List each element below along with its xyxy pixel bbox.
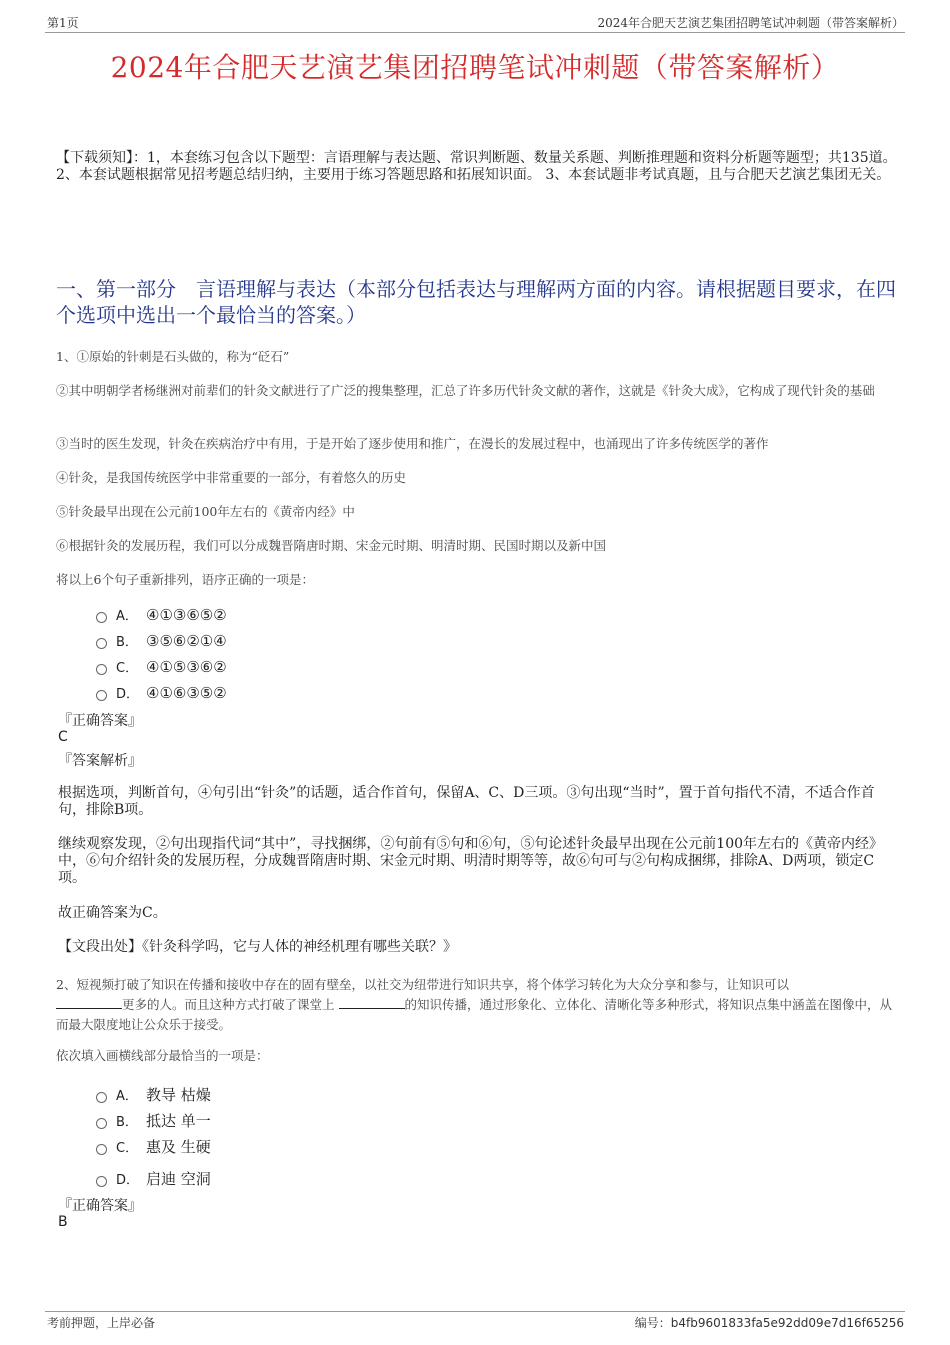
q1-source: 【文段出处】《针灸科学吗，它与人体的神经机理有哪些关联？》 bbox=[58, 939, 457, 955]
footer-slogan: 考前押题，上岸必备 bbox=[47, 1316, 156, 1330]
option-letter: D． bbox=[116, 1173, 140, 1188]
option-text: ④①⑥③⑤② bbox=[146, 683, 227, 702]
q1-sentence-5: ⑤针灸最早出现在公元前100年左右的《黄帝内经》中 bbox=[56, 504, 355, 519]
header-divider bbox=[45, 32, 905, 33]
q1-sentence-1: 1、①原始的针刺是石头做的，称为“砭石” bbox=[56, 349, 290, 364]
answer-blank-1 bbox=[56, 996, 122, 1009]
footer-divider bbox=[45, 1311, 905, 1312]
option-letter: B． bbox=[116, 1115, 138, 1130]
option-text: 教导 枯燥 bbox=[146, 1086, 211, 1104]
q1-analysis-2: 继续观察发现，②句出现指代词“其中”，寻找捆绑，②句前有⑤句和⑥句，⑤句论述针灸最早出现在公元前100年左右的《黄帝内经》中，⑥句介绍针灸的发展历程，分成魏晋隋唐时期、宋金元时期、明清时期等等，故⑥句可与②句构成捆绑，排除A、D两项，锁定C项。 bbox=[58, 836, 884, 886]
option-text: 惠及 生硬 bbox=[146, 1138, 211, 1156]
q1-answer-label: 『正确答案』 bbox=[58, 713, 142, 729]
radio-icon[interactable] bbox=[96, 638, 107, 649]
option-text: ③⑤⑥②①④ bbox=[146, 631, 227, 650]
q2-stem-part-2: 更多的人。而且这种方式打破了课堂上 bbox=[122, 997, 335, 1012]
option-letter: C． bbox=[116, 661, 139, 676]
option-letter: A． bbox=[116, 609, 138, 624]
option-letter: C． bbox=[116, 1141, 139, 1156]
document-title: 2024年合肥天艺演艺集团招聘笔试冲刺题（带答案解析） bbox=[110, 51, 840, 84]
option-text: ④①③⑥⑤② bbox=[146, 605, 227, 624]
q1-sentence-4: ④针灸，是我国传统医学中非常重要的一部分，有着悠久的历史 bbox=[56, 470, 407, 485]
option-letter: A． bbox=[116, 1089, 138, 1104]
q1-analysis-1: 根据选项，判断首句，④句引出“针灸”的话题，适合作首句，保留A、C、D三项。③句出现“当时”，置于首句指代不清，不适合作首句，排除B项。 bbox=[58, 785, 875, 818]
q1-conclusion: 故正确答案为C。 bbox=[58, 905, 167, 921]
radio-icon[interactable] bbox=[96, 1144, 107, 1155]
q2-option-a[interactable] bbox=[96, 1084, 211, 1105]
radio-icon[interactable] bbox=[96, 1118, 107, 1129]
option-letter: D． bbox=[116, 687, 140, 702]
radio-icon[interactable] bbox=[96, 690, 107, 701]
q1-sentence-2: ②其中明朝学者杨继洲对前辈们的针灸文献进行了广泛的搜集整理，汇总了许多历代针灸文献的著作，这就是《针灸大成》，它构成了现代针灸的基础 bbox=[56, 383, 875, 398]
q2-stem bbox=[56, 975, 896, 1035]
q1-option-a[interactable] bbox=[96, 605, 227, 624]
footer-code: 编号：b4fb9601833fa5e92dd09e7d16f65256 bbox=[634, 1316, 904, 1330]
radio-icon[interactable] bbox=[96, 1176, 107, 1187]
option-text: ④①⑤③⑥② bbox=[146, 657, 227, 676]
q2-stem-part-3: 的知识传播，通过形象化、立体化、清晰化等多种形式，将知识点集中涵盖在图像中，从而最大限度地让公众乐于接受。 bbox=[56, 997, 893, 1032]
option-text: 抵达 单一 bbox=[146, 1112, 211, 1130]
option-letter: B． bbox=[116, 635, 138, 650]
q1-answer: C bbox=[58, 729, 68, 745]
q1-option-d[interactable] bbox=[96, 683, 227, 702]
radio-icon[interactable] bbox=[96, 1092, 107, 1103]
q2-option-b[interactable] bbox=[96, 1110, 211, 1131]
q2-option-c[interactable] bbox=[96, 1136, 211, 1157]
q1-sentence-3: ③当时的医生发现，针灸在疾病治疗中有用，于是开始了逐步使用和推广，在漫长的发展过程中，也涌现出了许多传统医学的著作 bbox=[56, 436, 769, 451]
header-doc-title: 2024年合肥天艺演艺集团招聘笔试冲刺题（带答案解析） bbox=[597, 16, 904, 30]
q2-stem-part-1: 2、短视频打破了知识在传播和接收中存在的固有壁垒，以社交为纽带进行知识共享，将个体学习转化为大众分享和参与，让知识可以 bbox=[56, 977, 789, 992]
q2-option-d[interactable] bbox=[96, 1168, 211, 1189]
q2-prompt: 依次填入画横线部分最恰当的一项是： bbox=[56, 1048, 269, 1063]
answer-blank-2 bbox=[339, 996, 405, 1009]
q2-answer-label: 『正确答案』 bbox=[58, 1198, 142, 1214]
radio-icon[interactable] bbox=[96, 664, 107, 675]
option-text: 启迪 空洞 bbox=[146, 1170, 211, 1188]
radio-icon[interactable] bbox=[96, 612, 107, 623]
page-number: 第1页 bbox=[47, 16, 79, 30]
q1-prompt: 将以上6个句子重新排列，语序正确的一项是： bbox=[56, 572, 314, 587]
q1-sentence-6: ⑥根据针灸的发展历程，我们可以分成魏晋隋唐时期、宋金元时期、明清时期、民国时期以及新中国 bbox=[56, 538, 607, 553]
q1-option-c[interactable] bbox=[96, 657, 227, 676]
q1-analysis-label: 『答案解析』 bbox=[58, 753, 142, 769]
q2-answer: B bbox=[58, 1214, 68, 1230]
download-notice: 【下载须知】：1，本套练习包含以下题型：言语理解与表达题、常识判断题、数量关系题、判断推理题和资料分析题等题型；共135道。 2、本套试题根据常见招考题总结归纳，主要用于练习答题思路和拓展知识面。 3、本套试题非考试真题，且与合肥天艺演艺集团无关。 bbox=[56, 150, 897, 183]
q1-option-b[interactable] bbox=[96, 631, 227, 650]
section-heading: 一、第一部分 言语理解与表达（本部分包括表达与理解两方面的内容。请根据题目要求，在四个选项中选出一个最恰当的答案。） bbox=[56, 277, 896, 327]
